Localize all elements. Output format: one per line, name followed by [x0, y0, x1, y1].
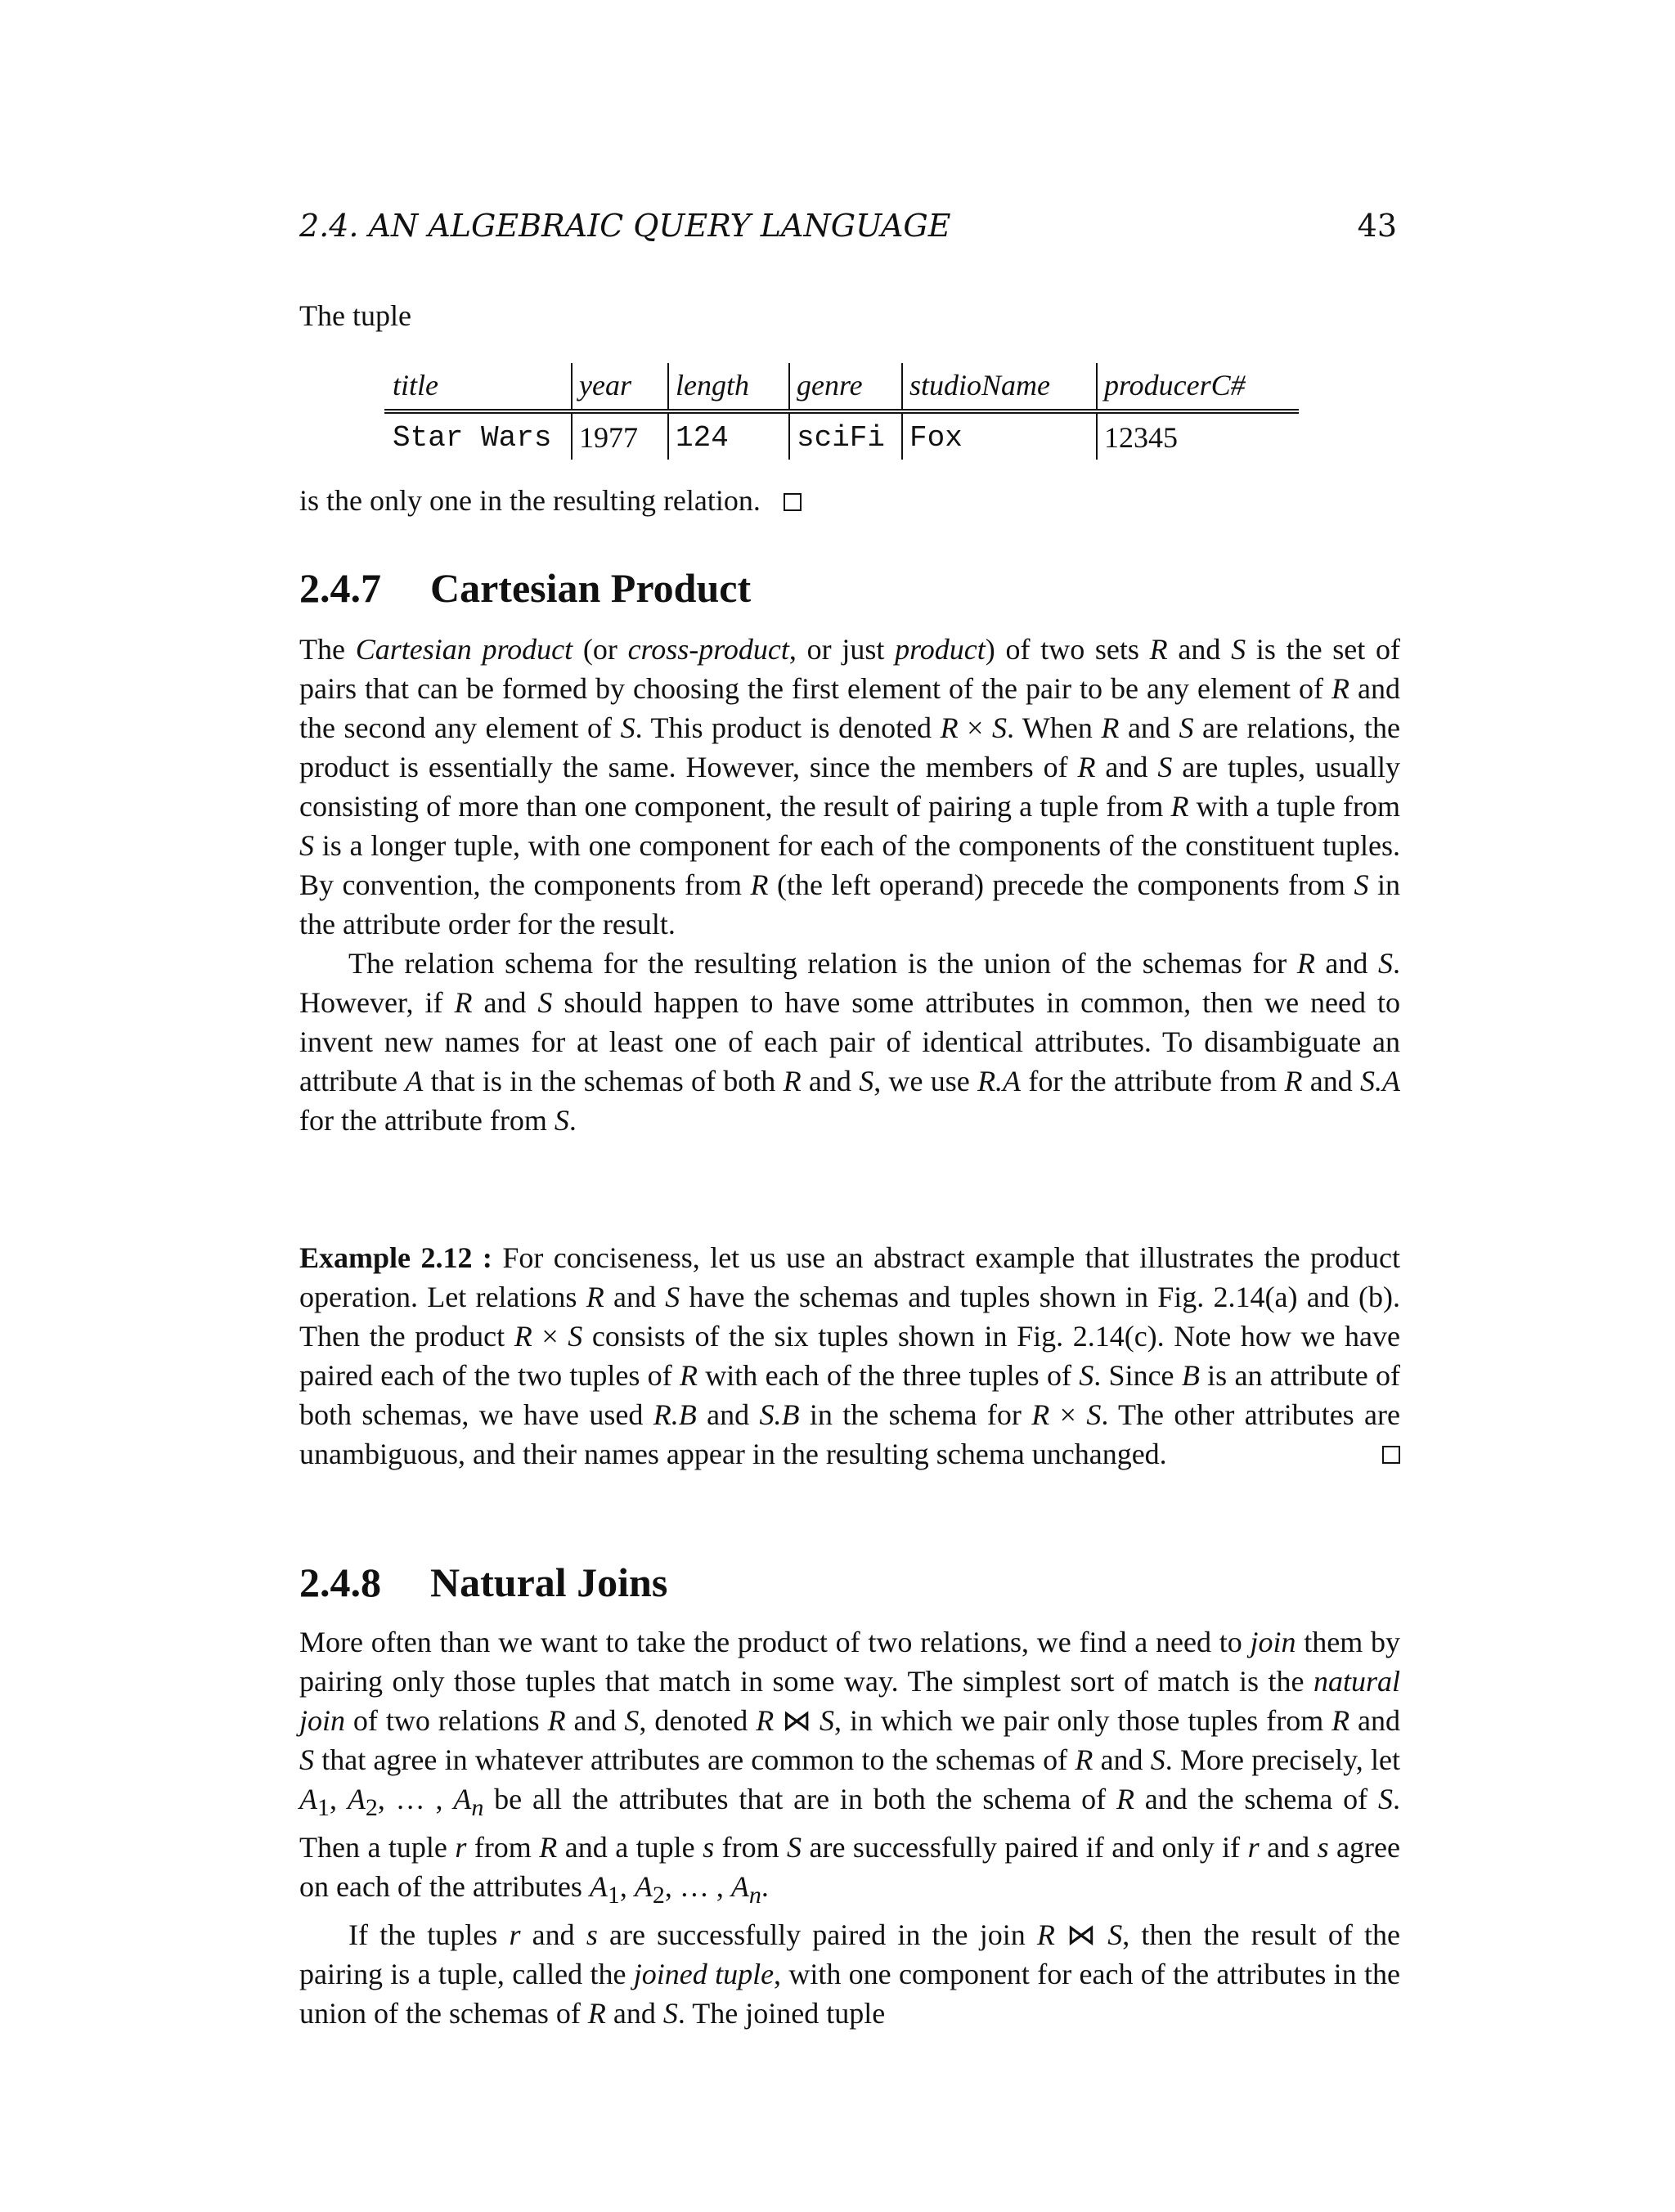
table-cell: Fox [902, 411, 1097, 460]
column-header: genre [789, 363, 902, 411]
table-cell: 12345 [1097, 411, 1299, 460]
example-label: Example 2.12 : [299, 1241, 492, 1274]
paragraph: The relation schema for the resulting relation is the union of the schemas for R and S. However, if R and S should happen to have some attributes in common, then we need to invent new names for at least one of each pair of identical attributes. To disambiguate an attribute A that is in the schemas of both R and S, we use R.A for the attribute from R and S.A for the attribute from S. [299, 947, 1401, 1137]
table-cell: Star Wars [393, 420, 552, 455]
table-row [384, 411, 1299, 460]
example-block [299, 1238, 1400, 1474]
end-of-proof-icon [784, 493, 802, 511]
paragraph: More often than we want to take the product of two relations, we find a need to join them by pairing only those tuples that match in some way. The simplest sort of match is the natural join of two relations R and S, denoted R ⋈ S, in which we pair only those tuples from R and S that agree in whatever attributes are common to the schemas of R and S. More precisely, let $A_1$, $A_2$, … , $A_n$ be all the attributes that are in both the schema of R and the schema of S. Then a tuple r from R and a tuple s from S are successfully paired if and only if r and s agree on each of the attributes $A_1$, $A_2$, … , $A_n$. [299, 1626, 1401, 1909]
end-of-example-icon [1382, 1446, 1400, 1464]
body-text-block-1 [299, 630, 1400, 1140]
tuple-table [384, 363, 1299, 460]
running-header [299, 208, 1397, 254]
column-header: studioName [902, 363, 1097, 411]
table-header-row [384, 363, 1299, 411]
section-title: Natural Joins [430, 1559, 668, 1605]
column-header: producerC# [1097, 363, 1299, 411]
table-cell: 1977 [572, 411, 668, 460]
paragraph: The Cartesian product (or cross-product, or just product) of two sets R and S is the set of pairs that can be formed by choosing the first element of the pair to be any element of R and the second any element of S. This product is denoted R × S. When R and S are relations, the product is essentially the same. However, since the members of R and S are tuples, usually consisting of more than one component, the result of pairing a tuple from R with a tuple from S is a longer tuple, with one component for each of the components of the constituent tuples. By convention, the components from R (the left operand) precede the components from S in the attribute order for the result. [299, 633, 1401, 940]
body-text-block-2 [299, 1622, 1400, 2033]
running-header-title: 2.4. AN ALGEBRAIC QUERY LANGUAGE [299, 208, 951, 244]
paragraph: If the tuples r and s are successfully paired in the join R ⋈ S, then the result of the pairing is a tuple, called the joined tuple, with one component for each of the attributes in the union of the schemas of R and S. The joined tuple [299, 1918, 1400, 2030]
table-cell: sciFi [789, 411, 902, 460]
section-heading-2-4-8 [299, 1559, 667, 1606]
after-table-text: is the only one in the resulting relation. [299, 484, 761, 517]
column-header: title [384, 363, 572, 411]
after-table-line [299, 481, 1400, 520]
table-cell: 124 [668, 411, 789, 460]
page-number: 43 [1357, 208, 1397, 244]
section-title: Cartesian Product [430, 565, 752, 611]
intro-line: The tuple [299, 299, 411, 332]
column-header: year [572, 363, 668, 411]
section-number: 2.4.8 [299, 1559, 381, 1605]
section-heading-2-4-7 [299, 564, 751, 612]
paragraph: Example 2.12 : For conciseness, let us use an abstract example that illustrates the product operation. Let relations R and S have the schemas and tuples shown in Fig. 2.14(a) and (b). Then the product R × S consists of the six tuples shown in Fig. 2.14(c). Note how we have paired each of the two tuples of R with each of the three tuples of S. Since B is an attribute of both schemas, we have used R.B and S.B in the schema for R × S. The other attributes are unambiguous, and their names appear in the resulting schema unchanged. [299, 1241, 1401, 1470]
column-header: length [668, 363, 789, 411]
section-number: 2.4.7 [299, 565, 381, 611]
